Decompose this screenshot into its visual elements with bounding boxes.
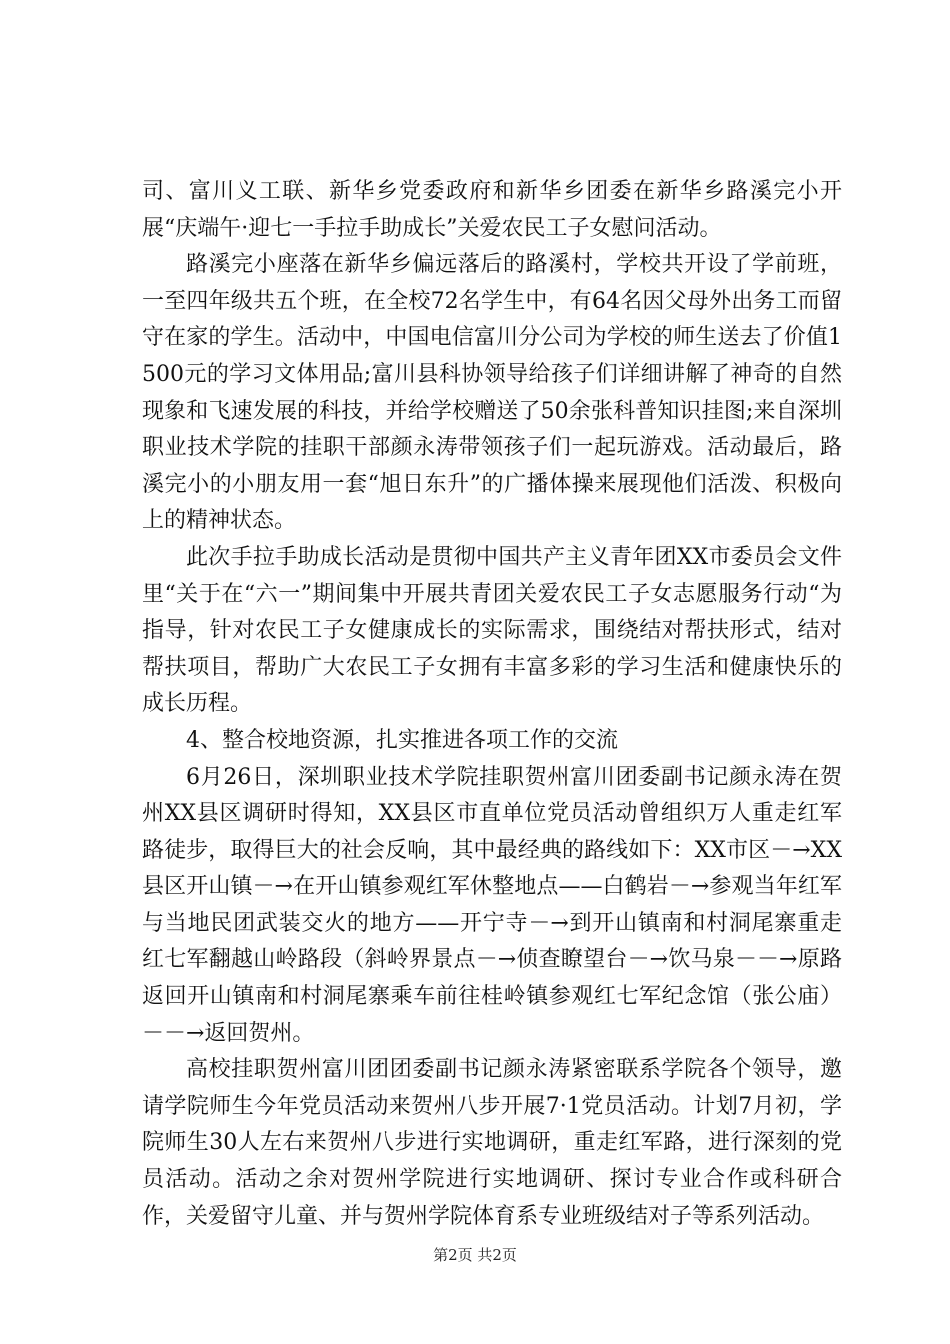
paragraph-party-activity-plan: 高校挂职贺州富川团团委副书记颜永涛紧密联系学院各个领导，邀请学院师生今年党员活动来贺州八步开展7·1党员活动。计划7月初，学院师生30人左右来贺州八步进行实地调研，重走红军路，进行深刻的党员活动。活动之余对贺州学院进行实地调研、探讨专业合作或科研合作，关爱留守儿童、并与贺州学院体育系专业班级结对子等系列活动。	[142, 1057, 842, 1229]
paragraph-luxi-school: 路溪完小座落在新华乡偏远落后的路溪村，学校共开设了学前班，一至四年级共五个班，在全校72名学生中，有64名因父母外出务工而留守在家的学生。活动中，中国电信富川分公司为学校的师生送去了价值1500元的学习文体用品;富川县科协领导给孩子们详细讲解了神奇的自然现象和飞速发展的科技，并给学校赠送了50余张科普知识挂图;来自深圳职业技术学院的挂职干部颜永涛带领孩子们一起玩游戏。活动最后，路溪完小的小朋友用一套“旭日东升”的广播体操来展现他们活泼、积极向上的精神状态。	[142, 252, 842, 534]
paragraph-continuation: 司、富川义工联、新华乡党委政府和新华乡团委在新华乡路溪完小开展“庆端午·迎七一手拉手助成长”关爱农民工子女慰问活动。	[142, 179, 842, 241]
paragraph-activity-purpose: 此次手拉手助成长活动是贯彻中国共产主义青年团XX市委员会文件里“关于在“六一”期间集中开展共青团关爱农民工子女志愿服务行动“为指导，针对农民工子女健康成长的实际需求，围绕结对帮扶形式，结对帮扶项目，帮助广大农民工子女拥有丰富多彩的学习生活和健康快乐的成长历程。	[142, 544, 842, 717]
document-body	[142, 174, 842, 1235]
paragraph-red-army-route: 6月26日，深圳职业技术学院挂职贺州富川团委副书记颜永涛在贺州XX县区调研时得知，XX县区市直单位党员活动曾组织万人重走红军路徒步，取得巨大的社会反响，其中最经典的路线如下：XX市区－→XX县区开山镇－→在开山镇参观红军休整地点——白鹤岩－→参观当年红军与当地民团武装交火的地方——开宁寺－→到开山镇南和村洞尾寨重走红七军翻越山岭路段（斜岭界景点－→侦查瞭望台－→饮马泉－－→原路返回开山镇南和村洞尾寨乘车前往桂岭镇参观红七军纪念馆（张公庙）－－→返回贺州。	[142, 764, 842, 1046]
section-heading-4: 4、整合校地资源，扎实推进各项工作的交流	[186, 727, 618, 753]
page-number-footer: 第2页 共2页	[433, 1246, 517, 1264]
